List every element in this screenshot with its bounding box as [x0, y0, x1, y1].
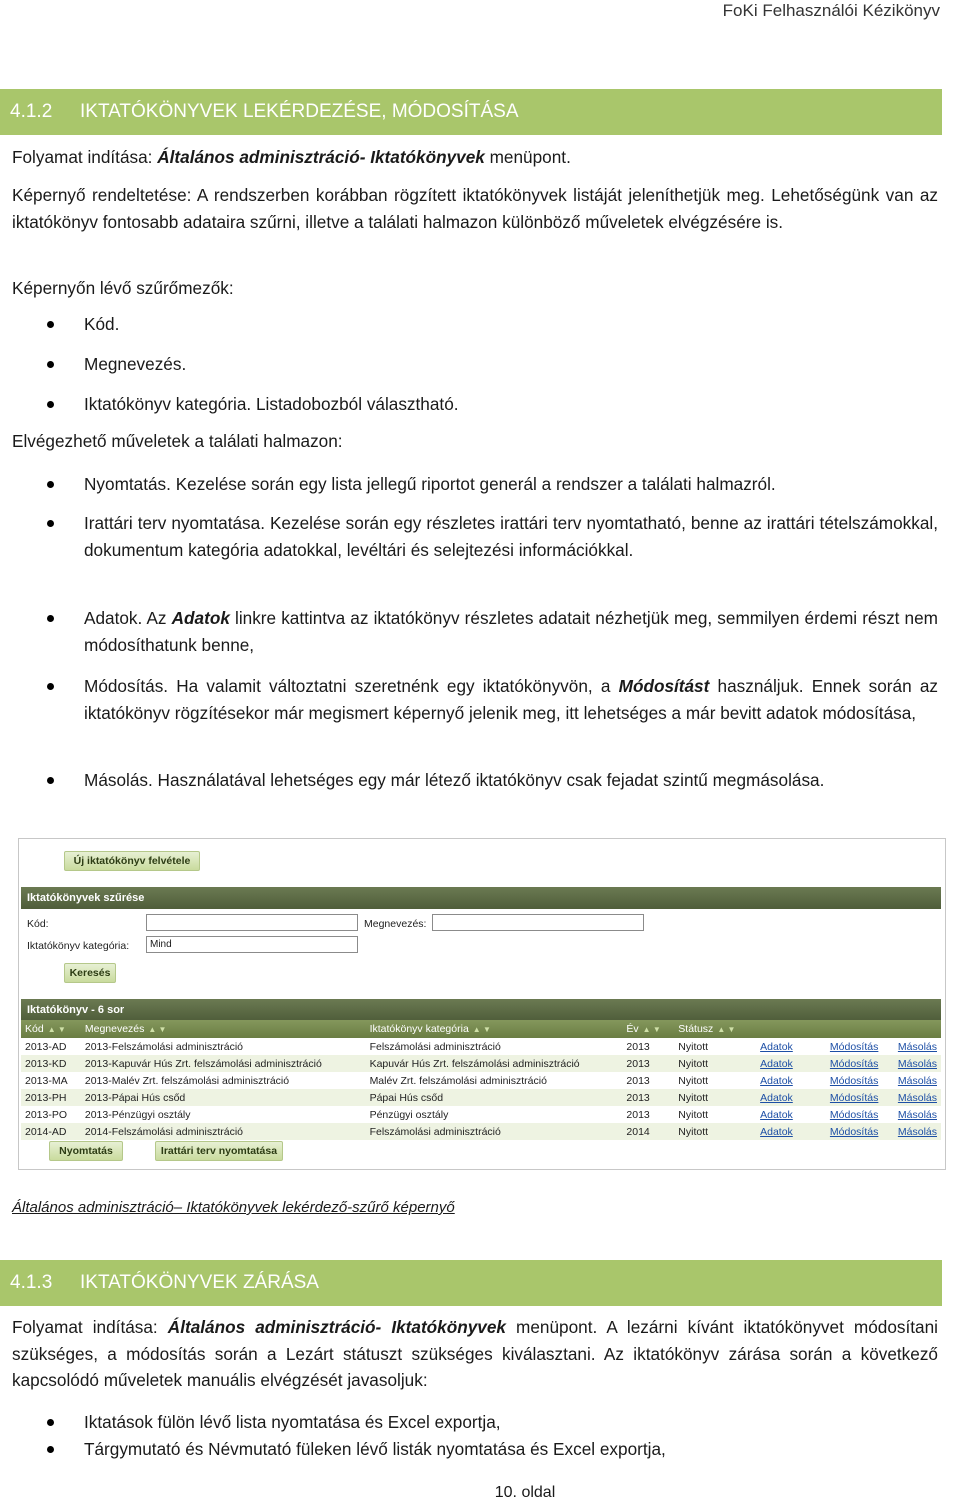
table-cell: 2013-MA	[25, 1074, 68, 1087]
ops-heading: Elvégezhető műveletek a találati halmazon:	[12, 431, 343, 451]
closing-paragraph: Folyamat indítása: Általános adminisztráció- Iktatókönyvek menüpont. A lezárni kívánt iktatókönyvet módosítani szükséges, a módosítás során a Lezárt státuszt szükséges kiválasztani. Az iktatókönyv zárása során a következő kapcsolódó műveletek manuális elvégzését javasoljuk:	[12, 1317, 938, 1390]
table-cell: Nyitott	[678, 1040, 709, 1053]
code-input[interactable]	[146, 914, 358, 931]
table-cell: 2013	[626, 1040, 650, 1053]
copy-link[interactable]: Másolás	[897, 1057, 937, 1070]
copy-link[interactable]: Másolás	[897, 1125, 937, 1138]
col-code[interactable]: Kód ▲ ▼	[21, 1020, 81, 1038]
modify-link[interactable]: Módosítás	[829, 1091, 879, 1104]
copy-link[interactable]: Másolás	[897, 1040, 937, 1053]
copy-link[interactable]: Másolás	[897, 1108, 937, 1121]
page-header: FoKi Felhasználói Kézikönyv	[722, 1, 940, 20]
purpose-paragraph: Képernyő rendeltetése: A rendszerben korábban rögzített iktatókönyvek listáját jeleníthetjük meg. Lehetőségünk van az iktatókönyv fontosabb adataira szűrni, illetve a találati halmazon különböző műveletek elvégzésére is.	[12, 185, 938, 232]
copy-link[interactable]: Másolás	[897, 1074, 937, 1087]
table-cell: Nyitott	[678, 1074, 709, 1087]
section-heading-2	[0, 1260, 942, 1306]
table-cell: 2014-Felszámolási adminisztráció	[81, 1123, 366, 1140]
filter-panel-title: Iktatókönyvek szűrése	[21, 887, 941, 909]
figure-caption: Általános adminisztráció– Iktatókönyvek lekérdező-szűrő képernyő	[12, 1199, 455, 1216]
table-cell: Kapuvár Hús Zrt. felszámolási adminisztráció	[366, 1055, 623, 1072]
name-label: Megnevezés:	[364, 918, 427, 930]
section-title-2: IKTATÓKÖNYVEK ZÁRÁSA	[80, 1272, 319, 1293]
table-cell: 2013-Pénzügyi osztály	[84, 1108, 191, 1121]
op-item-data: Adatok. Az Adatok linkre kattintva az iktatókönyv részletes adatait nézhetjük meg, semmilyen érdemi részt nem módosíthatunk benne,	[84, 605, 938, 658]
op-item-copy: Másolás. Használatával lehetséges egy már létező iktatókönyv csak fejadat szintű megmásolása.	[84, 767, 938, 794]
data-link[interactable]: Adatok	[760, 1091, 793, 1104]
closing-item-1: Iktatások fülön lévő lista nyomtatása és Excel exportja,	[84, 1409, 938, 1436]
data-link[interactable]: Adatok	[760, 1040, 793, 1053]
start-prefix: Folyamat indítása:	[12, 147, 158, 167]
start-paragraph	[12, 144, 938, 171]
table-cell: 2014	[622, 1123, 674, 1140]
print-button[interactable]: Nyomtatás	[49, 1141, 123, 1161]
col-category[interactable]: Iktatókönyv kategória ▲ ▼	[366, 1020, 623, 1038]
table-cell: 2013-Malév Zrt. felszámolási adminisztráció	[84, 1074, 290, 1087]
table-cell: 2013-Felszámolási adminisztráció	[84, 1040, 244, 1053]
table-cell: 2013-PH	[21, 1089, 81, 1106]
table-cell: Nyitott	[674, 1055, 756, 1072]
name-input[interactable]	[432, 914, 644, 931]
start-menu-path: Általános adminisztráció- Iktatókönyvek	[157, 147, 485, 167]
table-cell: 2013	[622, 1089, 674, 1106]
plan-print-button[interactable]: Irattári terv nyomtatása	[155, 1141, 283, 1161]
section-title: IKTATÓKÖNYVEK LEKÉRDEZÉSE, MÓDOSÍTÁSA	[80, 101, 519, 122]
table-cell: Nyitott	[674, 1123, 756, 1140]
section-number: 4.1.2	[10, 101, 53, 122]
table-cell: Felszámolási adminisztráció	[369, 1040, 501, 1053]
modify-link[interactable]: Módosítás	[829, 1040, 879, 1053]
filter-item-code: Kód.	[84, 311, 938, 338]
modify-link[interactable]: Módosítás	[829, 1057, 879, 1070]
section-number-2: 4.1.3	[10, 1272, 53, 1293]
table-cell: 2013	[626, 1074, 650, 1087]
table-cell: Malév Zrt. felszámolási adminisztráció	[369, 1074, 547, 1087]
section-heading	[0, 89, 942, 135]
filter-item-category: Iktatókönyv kategória. Listadobozból választható.	[84, 391, 938, 418]
table-cell: 2014-AD	[21, 1123, 81, 1140]
category-label: Iktatókönyv kategória:	[27, 940, 130, 952]
table-cell: 2013-PO	[25, 1108, 68, 1121]
modify-link[interactable]: Módosítás	[829, 1125, 879, 1138]
col-name[interactable]: Megnevezés ▲ ▼	[81, 1020, 366, 1038]
closing-item-2: Tárgymutató és Névmutató füleken lévő listák nyomtatása és Excel exportja,	[84, 1436, 938, 1463]
table-row	[21, 1123, 941, 1140]
table-cell: 2013-Pápai Hús csőd	[81, 1089, 366, 1106]
table-row	[21, 1072, 941, 1089]
category-select[interactable]: Mind	[146, 936, 358, 953]
copy-link[interactable]: Másolás	[897, 1091, 937, 1104]
modify-link[interactable]: Módosítás	[829, 1108, 879, 1121]
embedded-screenshot	[18, 838, 946, 1170]
col-status[interactable]: Státusz ▲ ▼	[674, 1020, 756, 1038]
list-panel-title: Iktatókönyv - 6 sor	[21, 999, 941, 1021]
table-cell: Pénzügyi osztály	[369, 1108, 449, 1121]
table-cell: Nyitott	[674, 1089, 756, 1106]
table-cell: 2013-AD	[25, 1040, 67, 1053]
op-item-modify: Módosítás. Ha valamit változtatni szeretnénk egy iktatókönyvön, a Módosítást használjuk. Ennek során az iktatókönyv rögzítésekor már megismert képernyő jelenik meg, itt lehetséges a már bevitt adatok módosítása,	[84, 673, 938, 726]
data-link[interactable]: Adatok	[760, 1125, 793, 1138]
table-cell: 2013	[622, 1055, 674, 1072]
start-suffix: menüpont.	[484, 147, 571, 167]
table-cell: 2013	[626, 1108, 650, 1121]
table-row	[21, 1089, 941, 1106]
table-cell: 2013-KD	[21, 1055, 81, 1072]
table-cell: 2013-Kapuvár Hús Zrt. felszámolási adminisztráció	[81, 1055, 366, 1072]
table-cell: Felszámolási adminisztráció	[366, 1123, 623, 1140]
search-button[interactable]: Keresés	[64, 963, 116, 983]
page-number: 10. oldal	[494, 1484, 556, 1501]
table-cell: Nyitott	[678, 1108, 709, 1121]
filters-heading: Képernyőn lévő szűrőmezők:	[12, 278, 234, 298]
data-link[interactable]: Adatok	[760, 1074, 793, 1087]
data-link[interactable]: Adatok	[760, 1108, 793, 1121]
filter-item-name: Megnevezés.	[84, 351, 938, 378]
modify-link[interactable]: Módosítás	[829, 1074, 879, 1087]
table-row	[21, 1038, 941, 1055]
data-link[interactable]: Adatok	[760, 1057, 793, 1070]
op-item-print: Nyomtatás. Kezelése során egy lista jellegű riportot generál a rendszer a találati halmazról.	[84, 471, 938, 498]
op-item-plan-print: Irattári terv nyomtatása. Kezelése során egy részletes irattári terv nyomtatható, benne az irattári tételszámokkal, dokumentum kategória adatokkal, levéltári és selejtezési információkkal.	[84, 510, 938, 563]
col-year[interactable]: Év ▲ ▼	[622, 1020, 674, 1038]
table-row	[21, 1106, 941, 1123]
table-row	[21, 1055, 941, 1072]
table-cell: Pápai Hús csőd	[366, 1089, 623, 1106]
new-registry-button[interactable]: Új iktatókönyv felvétele	[64, 851, 200, 871]
code-label: Kód:	[27, 918, 49, 930]
registry-table	[21, 1020, 941, 1140]
